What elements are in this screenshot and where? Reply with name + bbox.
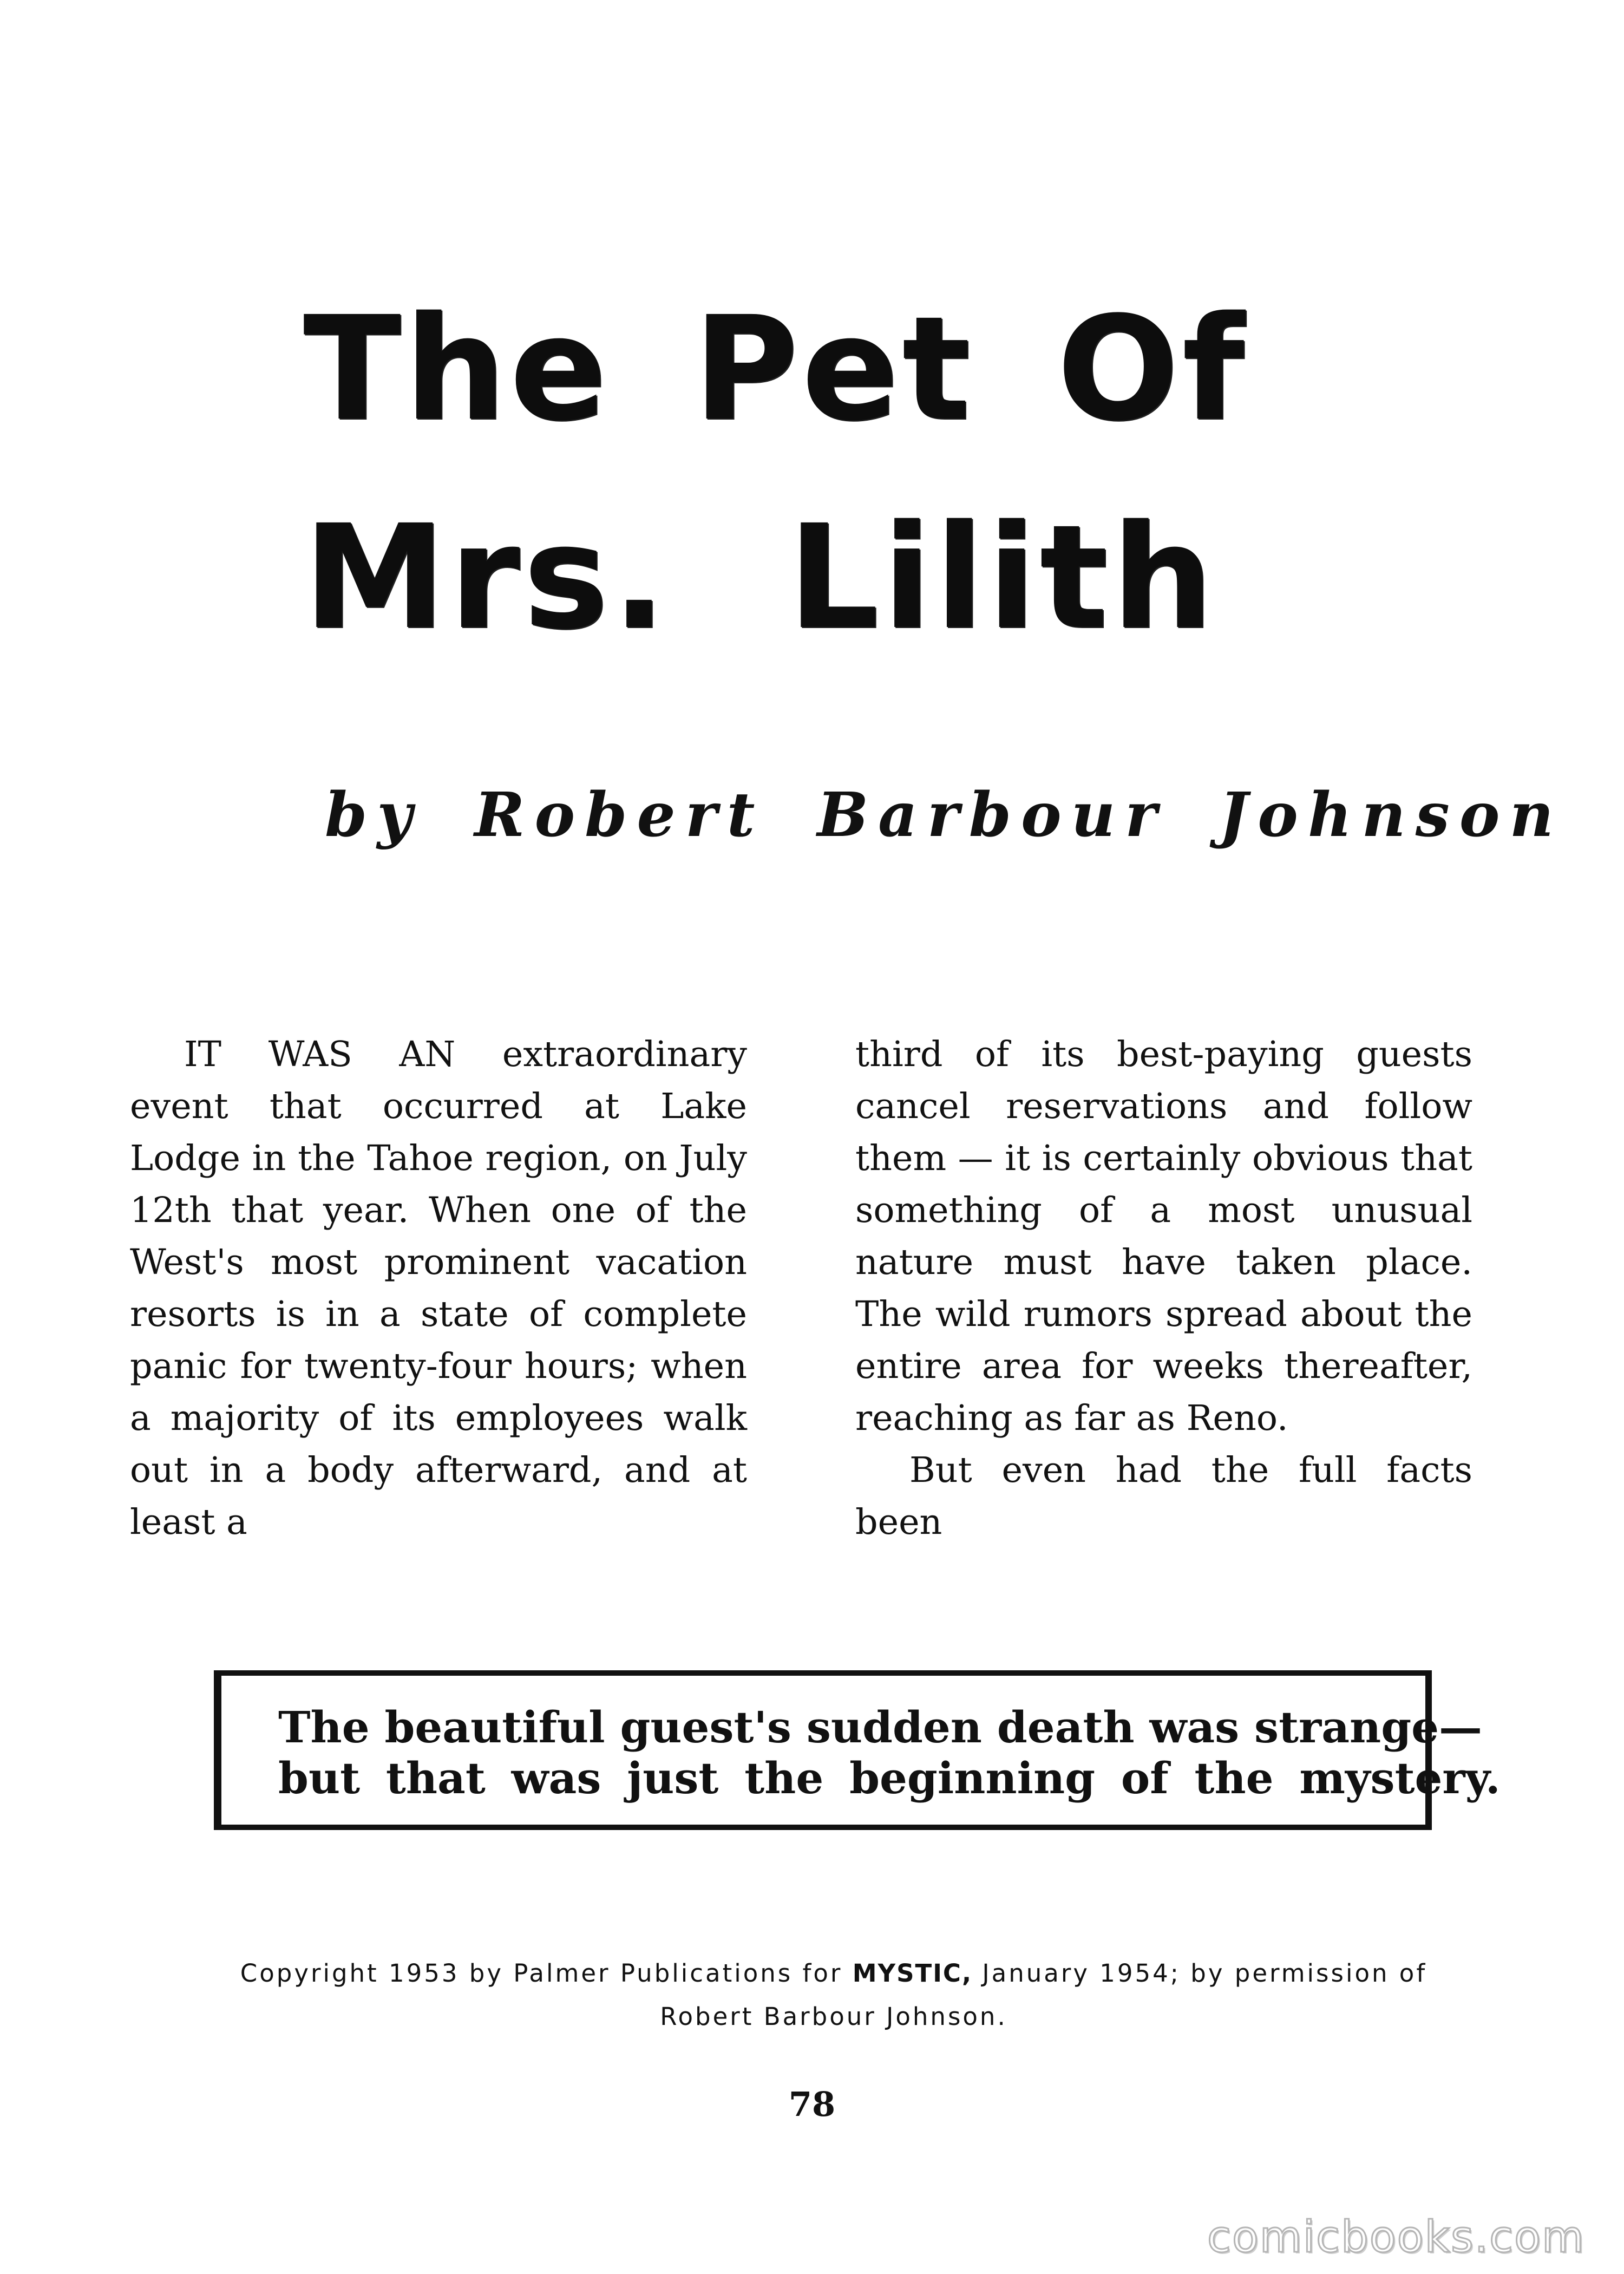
magazine-name: MYSTIC,: [852, 1959, 973, 1988]
story-title: [303, 265, 1353, 682]
page-number: 78: [788, 2084, 836, 2124]
author-byline: by Robert Barbour Johnson: [325, 780, 1563, 851]
copyright-notice: [227, 1952, 1440, 2038]
pull-quote-text: [278, 1702, 1501, 1803]
body-paragraph: But even had the full facts been: [855, 1450, 1472, 1543]
pull-quote-line: but that was just the beginning of the mystery.: [278, 1753, 1501, 1803]
story-title-line-1: The Pet Of: [303, 286, 1248, 453]
pull-quote-line: The beautiful guest's sudden death was strange—: [278, 1702, 1483, 1753]
body-column-right: [855, 1029, 1472, 1548]
story-title-line-2: Mrs. Lilith: [303, 494, 1217, 661]
body-paragraph: IT WAS AN extraordinary event that occurred at Lake Lodge in the Tahoe region, on July 12th that year. When one of the West's most prominent vacation resorts is in a state of complete panic for twenty-four hours; when a majority of its employees walk out in a body afterward, and at least a: [130, 1034, 747, 1543]
body-paragraph: third of its best-paying guests cancel reservations and follow them — it is certainly obvious that something of a most unusual nature must have taken place. The wild rumors spread about the entire area for weeks thereafter, reaching as far as Reno.: [855, 1034, 1472, 1439]
copyright-prefix: Copyright 1953 by Palmer Publications for: [240, 1959, 843, 1988]
watermark: comicbooks.com: [1207, 2212, 1586, 2262]
pull-quote-box: [214, 1670, 1501, 1830]
copyright-suffix: January 1954; by permission of Robert Barbour Johnson.: [660, 1959, 1427, 2031]
body-column-left: [130, 1029, 747, 1548]
